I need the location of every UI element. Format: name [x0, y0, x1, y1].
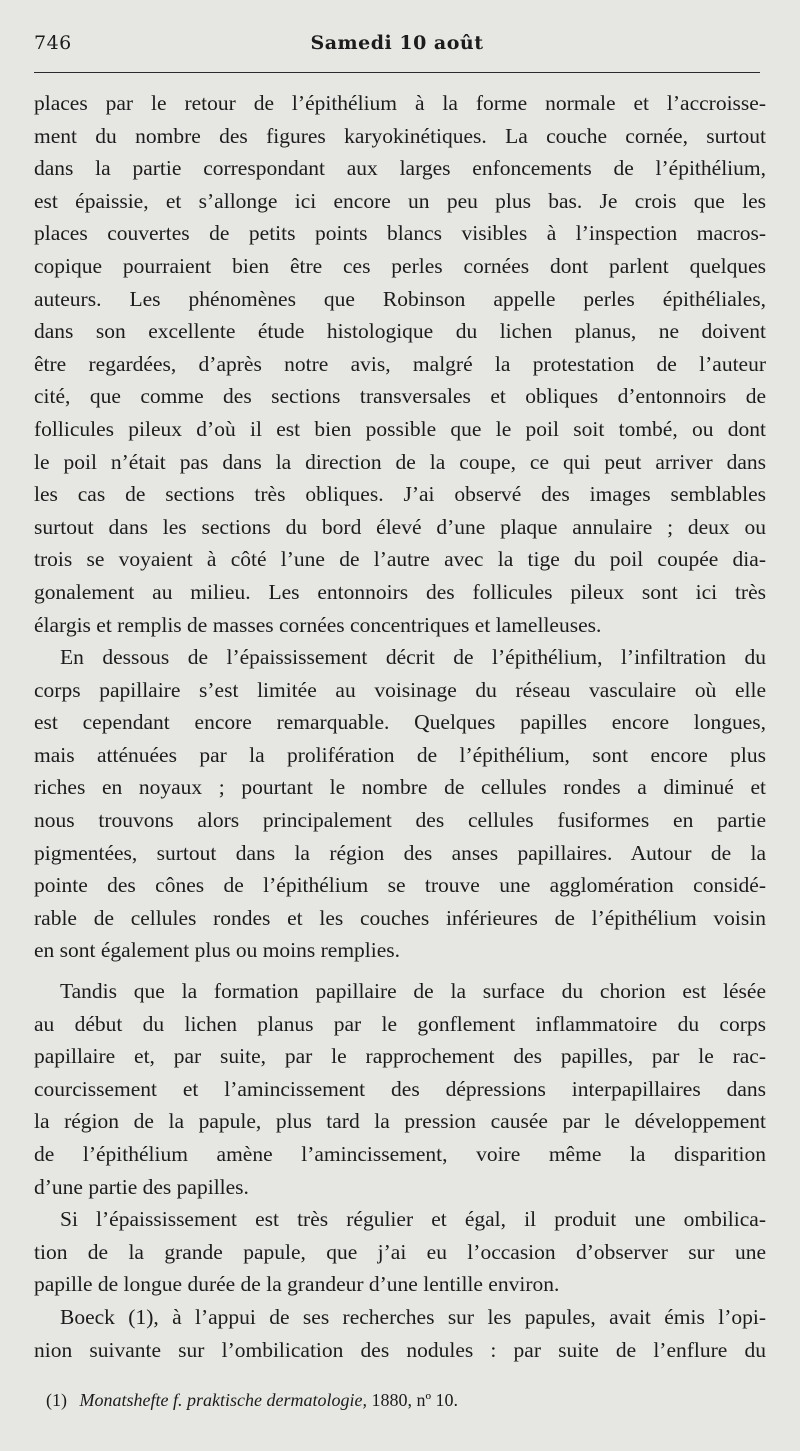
text-line: dans son excellente étude histologique du lichen planus, ne doivent: [34, 319, 766, 344]
footnote-reference: 1880, nº 10.: [371, 1390, 459, 1410]
paragraph-gap: [34, 967, 766, 975]
text-line: En dessous de l’épaississement décrit de l’épithélium, l’infiltration du: [60, 645, 766, 670]
text-line: la région de la papule, plus tard la pression causée par le développement: [34, 1109, 766, 1134]
text-line: être regardées, d’après notre avis, malgré la protestation de l’auteur: [34, 351, 766, 376]
text-line: cité, que comme des sections transversales et obliques d’entonnoirs de: [34, 384, 766, 409]
text-line: papille de longue durée de la grandeur d’une lentille environ.: [34, 1272, 560, 1297]
body-text: [34, 87, 766, 1366]
text-line: les cas de sections très obliques. J’ai observé des images semblables: [34, 482, 766, 507]
text-line: gonalement au milieu. Les entonnoirs des follicules pileux sont ici très: [34, 579, 766, 604]
text-line: surtout dans les sections du bord élevé d’une plaque annulaire ; deux ou: [34, 514, 766, 539]
running-title: Samedi 10 août: [310, 32, 484, 54]
text-line: de l’épithélium amène l’amincissement, voire même la disparition: [34, 1142, 766, 1166]
footnote: [46, 1390, 458, 1411]
running-head: [34, 28, 760, 62]
footnote-journal: Monatshefte f. praktische dermatologie,: [79, 1390, 367, 1410]
text-line: est épaissie, et s’allonge ici encore un peu plus bas. Je crois que les: [34, 188, 766, 213]
text-line: tion de la grande papule, que j’ai eu l’occasion d’observer sur une: [34, 1239, 766, 1264]
text-line: est cependant encore remarquable. Quelques papilles encore longues,: [34, 710, 766, 735]
text-line: en sont également plus ou moins remplies.: [34, 938, 401, 963]
text-line: trois se voyaient à côté l’une de l’autre avec la tige du poil coupée dia-: [34, 547, 766, 572]
text-line: Boeck (1), à l’appui de ses recherches sur les papules, avait émis l’opi-: [60, 1304, 766, 1329]
text-line: places couvertes de petits points blancs visibles à l’inspection macros-: [34, 221, 766, 246]
text-line: nous trouvons alors principalement des cellules fusiformes en partie: [34, 808, 766, 833]
footnote-mark: (1): [46, 1390, 67, 1410]
text-line: courcissement et l’amincissement des dépressions interpapillaires dans: [34, 1076, 766, 1101]
text-line: follicules pileux d’où il est bien possible que le poil soit tombé, ou dont: [34, 416, 766, 441]
text-line: auteurs. Les phénomènes que Robinson appelle perles épithéliales,: [34, 286, 766, 311]
text-line: riches en noyaux ; pourtant le nombre de cellules rondes a diminué et: [34, 775, 766, 800]
text-line: pointe des cônes de l’épithélium se trouve une agglomération considé-: [34, 873, 766, 898]
text-line: pigmentées, surtout dans la région des anses papillaires. Autour de la: [34, 840, 766, 865]
text-line: Si l’épaississement est très régulier et égal, il produit une ombilica-: [60, 1207, 766, 1232]
text-line: rable de cellules rondes et les couches inférieures de l’épithélium voisin: [34, 905, 766, 930]
text-line: mais atténuées par la prolifération de l’épithélium, sont encore plus: [34, 742, 766, 767]
text-line: ment du nombre des figures karyokinétiques. La couche cornée, surtout: [34, 123, 766, 148]
text-line: nion suivante sur l’ombilication des nodules : par suite de l’enflure du: [34, 1337, 766, 1362]
text-line: Tandis que la formation papillaire de la surface du chorion est lésée: [60, 979, 766, 1004]
text-line: places par le retour de l’épithélium à la forme normale et l’accroisse-: [34, 91, 766, 115]
text-line: le poil n’était pas dans la direction de la coupe, ce qui peut arriver dans: [34, 449, 766, 474]
page-number: 746: [34, 32, 72, 54]
text-line: dans la partie correspondant aux larges enfoncements de l’épithélium,: [34, 156, 766, 181]
text-line: papillaire et, par suite, par le rapprochement des papilles, par le rac-: [34, 1044, 766, 1069]
text-line: corps papillaire s’est limitée au voisinage du réseau vasculaire où elle: [34, 677, 766, 702]
text-line: au début du lichen planus par le gonflement inflammatoire du corps: [34, 1011, 766, 1036]
header-rule: [34, 72, 760, 73]
text-line: d’une partie des papilles.: [34, 1174, 249, 1199]
text-line: copique pourraient bien être ces perles cornées dont parlent quelques: [34, 253, 766, 278]
text-line: élargis et remplis de masses cornées concentriques et lamelleuses.: [34, 612, 602, 637]
